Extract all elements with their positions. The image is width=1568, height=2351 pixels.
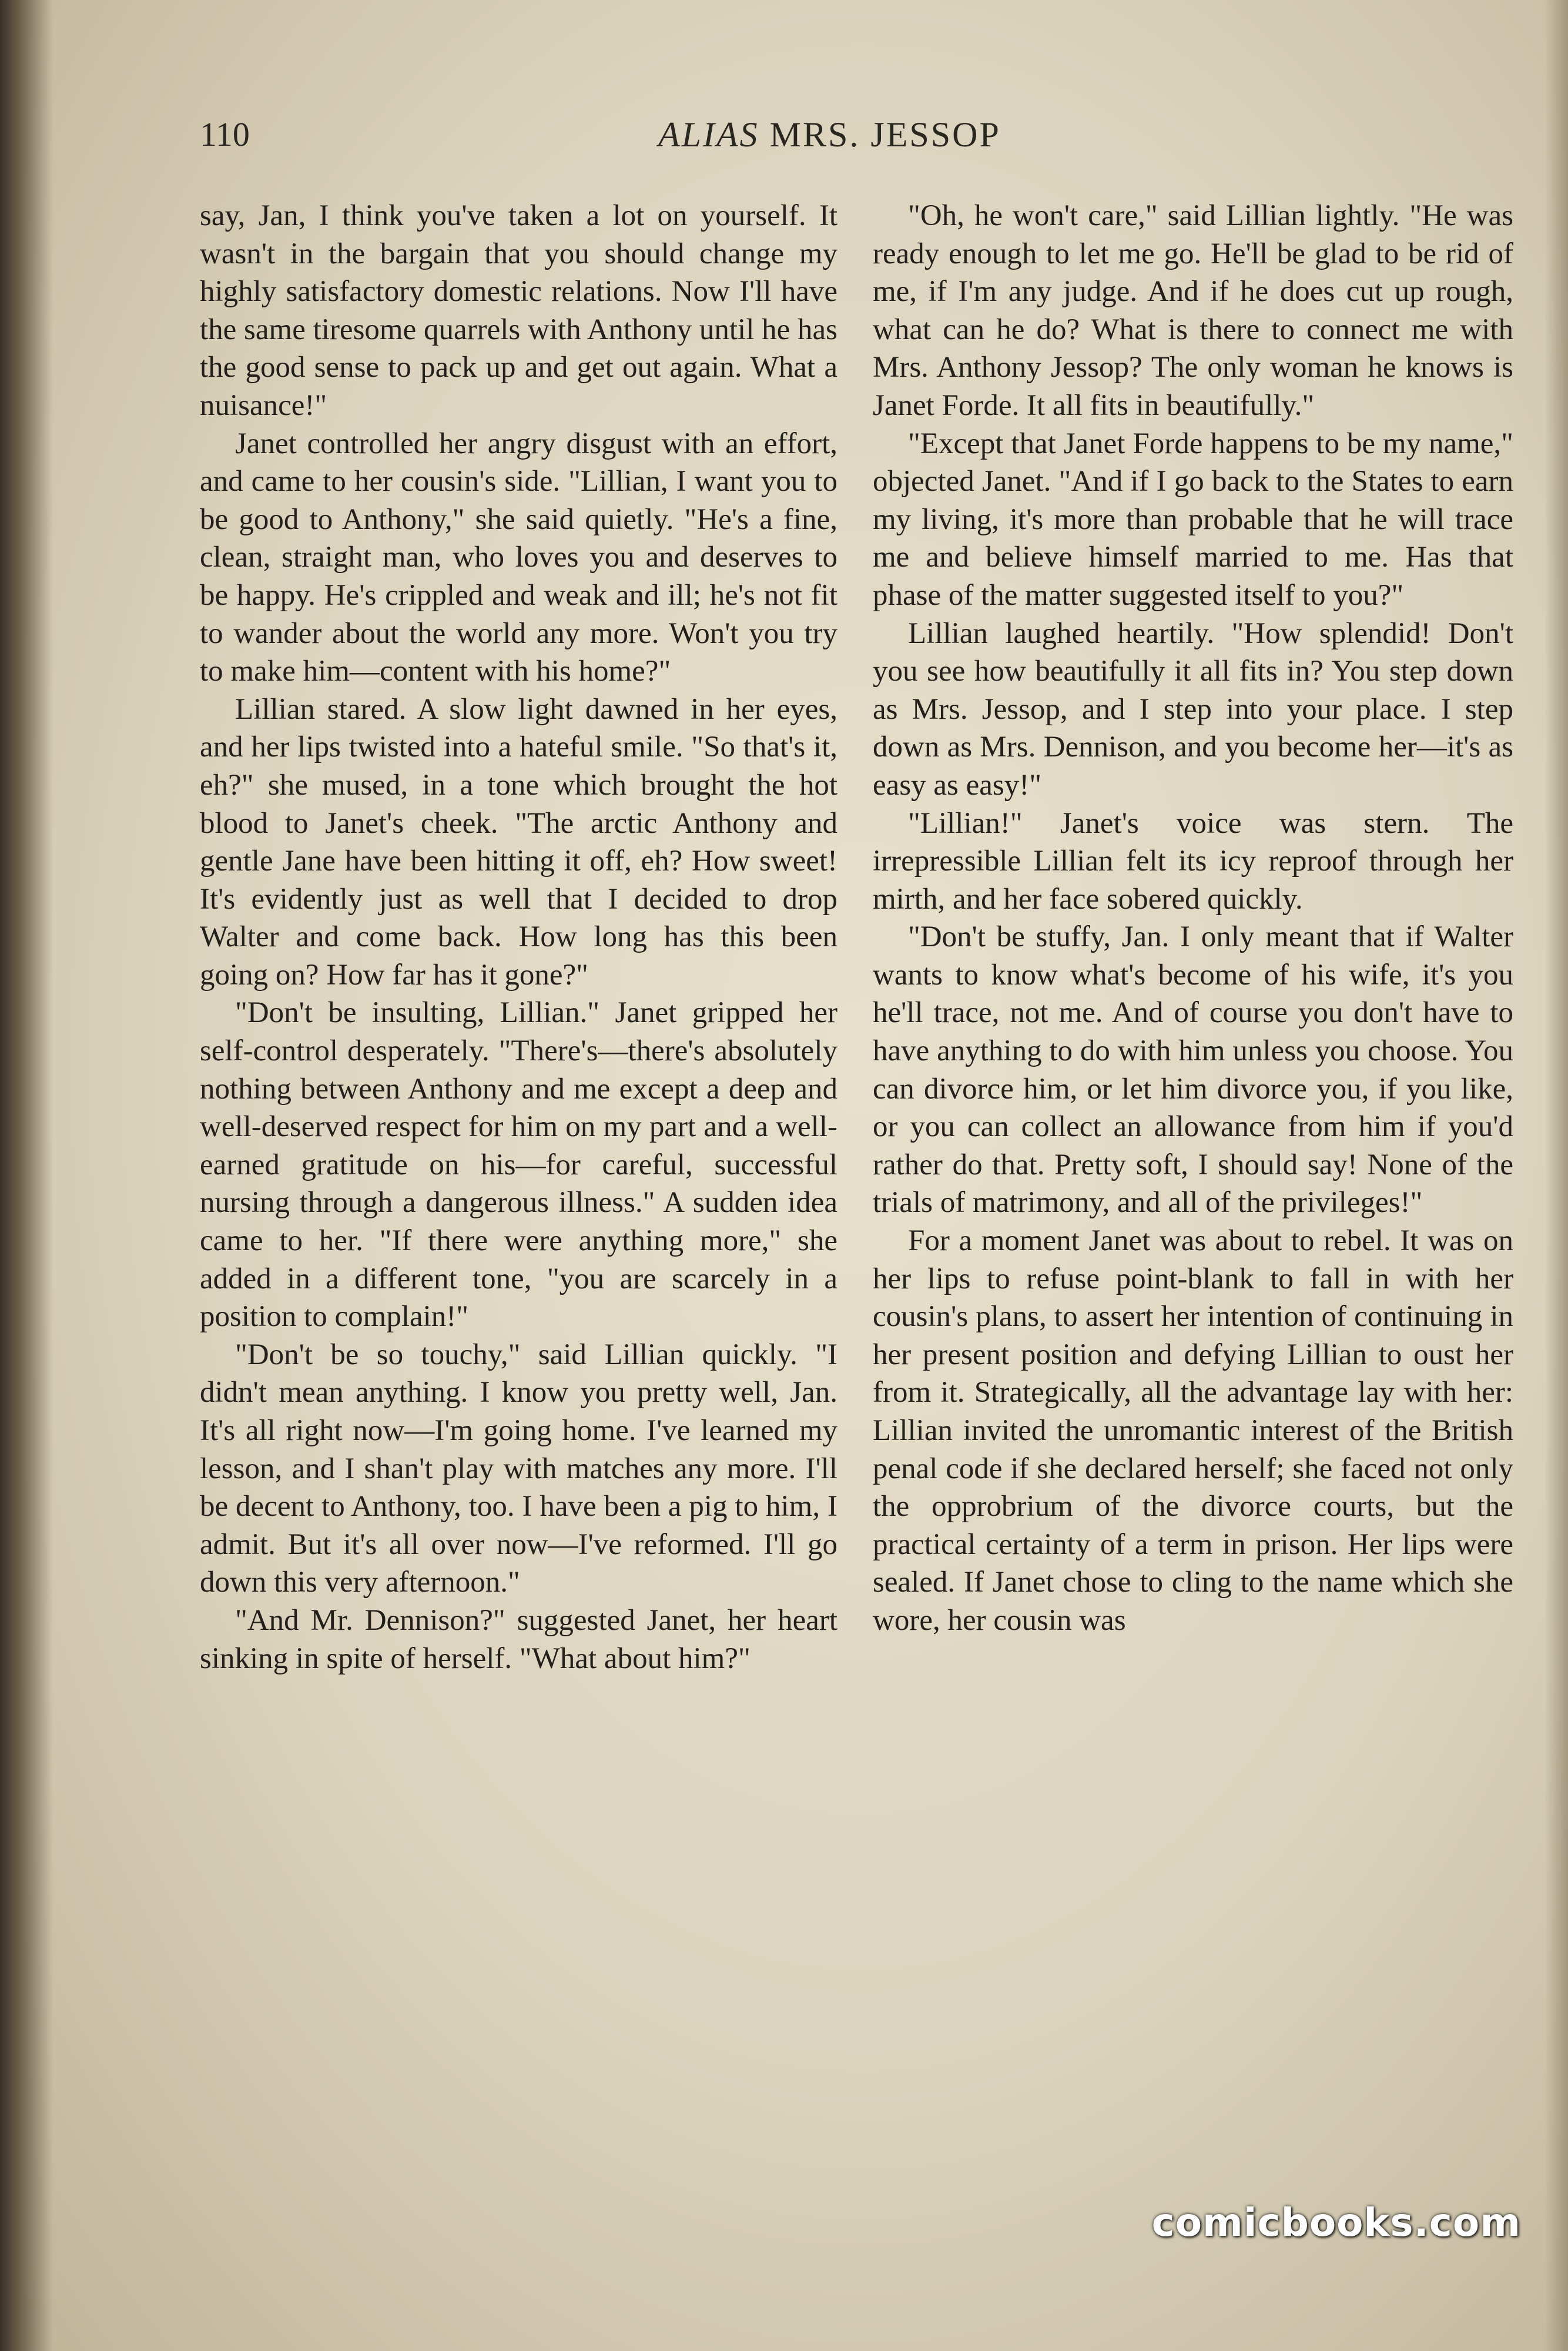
- paragraph: "And Mr. Dennison?" suggested Janet, her heart sinking in spite of herself. "What about him?": [200, 1603, 837, 1675]
- paragraph: Janet controlled her angry disgust with an effort, and came to her cousin's side. "Lillian, I want you to be good to Anthony," she said quietly. "He's a fine, clean, straight man, who loves you and deserves to be happy. He's crippled and weak and ill; he's not fit to wander about the world any more. Won't you try to make him—content with his home?": [200, 427, 837, 688]
- binding-shadow: [0, 0, 53, 2351]
- paragraph: Lillian stared. A slow light dawned in her eyes, and her lips twisted into a hateful smile. "So that's it, eh?" she mused, in a tone which brought the hot blood to Janet's cheek. "The arctic Anthony and gentle Jane have been hitting it off, eh? How sweet! It's evidently just as well that I decided to drop Walter and come back. How long has this been going on? How far has it gone?": [200, 692, 837, 992]
- running-title-italic: ALIAS: [658, 115, 759, 154]
- watermark: comicbooks.com: [1151, 2200, 1521, 2245]
- paragraph: "Don't be stuffy, Jan. I only meant that if Walter wants to know what's become of his wife, it's you he'll trace, not me. And of course you don't have to have anything to do with him unless you choose. You can divorce him, or let him divorce you, if you like, or you can collect an allowance from him if you'd rather do that. Pretty soft, I should say! None of the trials of matrimony, and all of the privileges!": [873, 920, 1513, 1220]
- paragraph: For a moment Janet was about to rebel. It was on her lips to refuse point-blank to fall in with her cousin's plans, to assert her intention of continuing in her present position and defying Lillian to oust her from it. Strategically, all the advantage lay with her: Lillian invited the unromantic interest of the British penal code if she declared herself; she faced not only the opprobrium of the divorce courts, but the practical certainty of a term in prison. Her lips were sealed. If Janet chose to cling to the name which she wore, her cousin was: [873, 1224, 1513, 1637]
- paragraph: "Don't be so touchy," said Lillian quickly. "I didn't mean anything. I know you pretty well, Jan. It's all right now—I'm going home. I've learned my lesson, and I shan't play with matches any more. I'll be decent to Anthony, too. I have been a pig to him, I admit. But it's all over now—I've reformed. I'll go down this very afternoon.": [200, 1338, 837, 1599]
- running-title-rest: MRS. JESSOP: [759, 115, 1001, 154]
- paragraph: Lillian laughed heartily. "How splendid! Don't you see how beautifully it all fits in? You step down as Mrs. Jessop, and I step into your place. I step down as Mrs. Dennison, and you become her—it's as easy as easy!": [873, 617, 1513, 802]
- paragraph: "Oh, he won't care," said Lillian lightly. "He was ready enough to let me go. He'll be glad to be rid of me, if I'm any judge. And if he does cut up rough, what can he do? What is there to connect me with Mrs. Anthony Jessop? The only woman he knows is Janet Forde. It all fits in beautifully.": [873, 199, 1513, 422]
- right-column: [873, 197, 1513, 1640]
- running-title: [658, 115, 1001, 155]
- paragraph: say, Jan, I think you've taken a lot on yourself. It wasn't in the bargain that you should change my highly satisfactory domestic relations. Now I'll have the same tiresome quarrels with Anthony until he has the good sense to pack up and get out again. What a nuisance!": [200, 199, 837, 422]
- page-edge: [1544, 0, 1568, 2351]
- paragraph: "Don't be insulting, Lillian." Janet gripped her self-control desperately. "There's—there's absolutely nothing between Anthony and me except a deep and well-deserved respect for him on my part and a well-earned gratitude on his—for careful, successful nursing through a dangerous illness." A sudden idea came to her. "If there were anything more," she added in a different tone, "you are scarcely in a position to complain!": [200, 996, 837, 1334]
- left-column: [200, 197, 837, 1677]
- paragraph: "Lillian!" Janet's voice was stern. The irrepressible Lillian felt its icy reproof through her mirth, and her face sobered quickly.: [873, 806, 1513, 916]
- running-header: [200, 115, 1522, 168]
- paragraph: "Except that Janet Forde happens to be my name," objected Janet. "And if I go back to the States to earn my living, it's more than probable that he will trace me and believe himself married to me. Has that phase of the matter suggested itself to you?": [873, 427, 1513, 612]
- page-number: 110: [200, 115, 250, 153]
